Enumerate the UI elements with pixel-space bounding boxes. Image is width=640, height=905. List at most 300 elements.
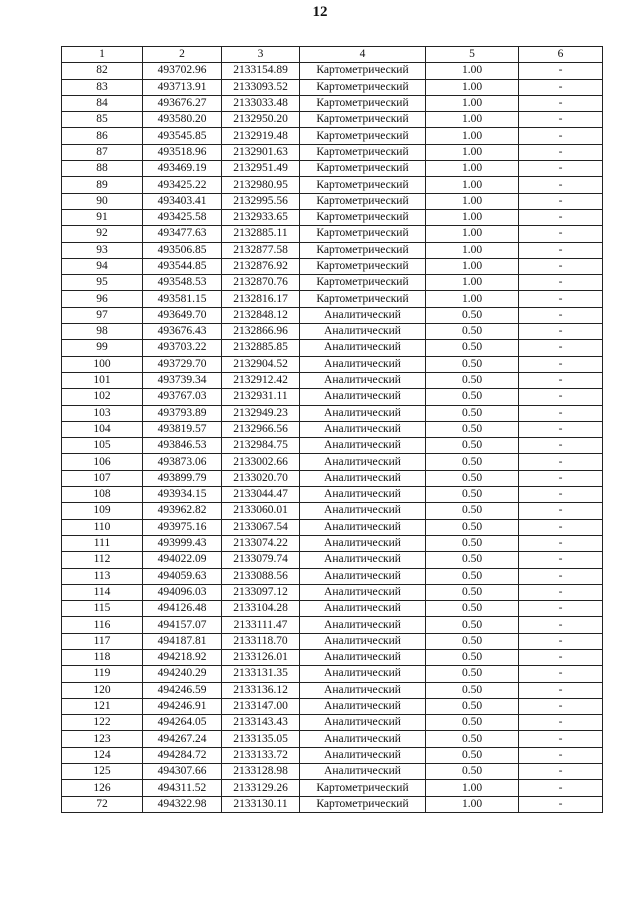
point-number-cell: 107 [62, 470, 143, 486]
point-number-cell: 116 [62, 617, 143, 633]
method-cell: Картометрический [300, 275, 426, 291]
y-coordinate-cell: 2133126.01 [222, 649, 300, 665]
method-cell: Картометрический [300, 63, 426, 79]
method-cell: Аналитический [300, 356, 426, 372]
x-coordinate-cell: 494096.03 [143, 584, 222, 600]
y-coordinate-cell: 2132885.11 [222, 226, 300, 242]
point-number-cell: 120 [62, 682, 143, 698]
accuracy-cell: 1.00 [426, 242, 519, 258]
accuracy-cell: 0.50 [426, 340, 519, 356]
table-row [62, 242, 603, 258]
accuracy-cell: 1.00 [426, 796, 519, 812]
point-number-cell: 105 [62, 438, 143, 454]
x-coordinate-cell: 493545.85 [143, 128, 222, 144]
accuracy-cell: 1.00 [426, 112, 519, 128]
method-cell: Картометрический [300, 144, 426, 160]
y-coordinate-cell: 2132931.11 [222, 389, 300, 405]
point-number-cell: 92 [62, 226, 143, 242]
accuracy-cell: 1.00 [426, 128, 519, 144]
method-cell: Картометрический [300, 112, 426, 128]
table-row [62, 405, 603, 421]
note-cell: - [519, 503, 603, 519]
table-row [62, 112, 603, 128]
point-number-cell: 85 [62, 112, 143, 128]
method-cell: Аналитический [300, 682, 426, 698]
table-body [62, 63, 603, 813]
method-cell: Картометрический [300, 79, 426, 95]
x-coordinate-cell: 493518.96 [143, 144, 222, 160]
accuracy-cell: 0.50 [426, 470, 519, 486]
x-coordinate-cell: 494218.92 [143, 649, 222, 665]
x-coordinate-cell: 494284.72 [143, 747, 222, 763]
y-coordinate-cell: 2133067.54 [222, 519, 300, 535]
x-coordinate-cell: 493676.43 [143, 324, 222, 340]
point-number-cell: 121 [62, 698, 143, 714]
accuracy-cell: 1.00 [426, 95, 519, 111]
accuracy-cell: 0.50 [426, 405, 519, 421]
accuracy-cell: 0.50 [426, 454, 519, 470]
note-cell: - [519, 666, 603, 682]
y-coordinate-cell: 2132949.23 [222, 405, 300, 421]
method-cell: Картометрический [300, 291, 426, 307]
point-number-cell: 72 [62, 796, 143, 812]
method-cell: Картометрический [300, 161, 426, 177]
method-cell: Картометрический [300, 128, 426, 144]
accuracy-cell: 1.00 [426, 177, 519, 193]
note-cell: - [519, 633, 603, 649]
y-coordinate-cell: 2133136.12 [222, 682, 300, 698]
accuracy-cell: 0.50 [426, 372, 519, 388]
accuracy-cell: 0.50 [426, 715, 519, 731]
method-cell: Аналитический [300, 747, 426, 763]
x-coordinate-cell: 494322.98 [143, 796, 222, 812]
accuracy-cell: 0.50 [426, 584, 519, 600]
x-coordinate-cell: 494240.29 [143, 666, 222, 682]
table-row [62, 764, 603, 780]
point-number-cell: 96 [62, 291, 143, 307]
note-cell: - [519, 568, 603, 584]
x-coordinate-cell: 494246.59 [143, 682, 222, 698]
table-row [62, 487, 603, 503]
point-number-cell: 88 [62, 161, 143, 177]
method-cell: Аналитический [300, 584, 426, 600]
table-row [62, 372, 603, 388]
method-cell: Картометрический [300, 193, 426, 209]
method-cell: Аналитический [300, 715, 426, 731]
note-cell: - [519, 649, 603, 665]
method-cell: Картометрический [300, 796, 426, 812]
x-coordinate-cell: 493581.15 [143, 291, 222, 307]
point-number-cell: 83 [62, 79, 143, 95]
y-coordinate-cell: 2133088.56 [222, 568, 300, 584]
accuracy-cell: 0.50 [426, 682, 519, 698]
method-cell: Аналитический [300, 324, 426, 340]
point-number-cell: 86 [62, 128, 143, 144]
table-row [62, 617, 603, 633]
page-number: 12 [312, 4, 328, 20]
x-coordinate-cell: 493544.85 [143, 258, 222, 274]
accuracy-cell: 0.50 [426, 356, 519, 372]
y-coordinate-cell: 2132848.12 [222, 307, 300, 323]
table-row [62, 633, 603, 649]
x-coordinate-cell: 493713.91 [143, 79, 222, 95]
note-cell: - [519, 161, 603, 177]
method-cell: Аналитический [300, 698, 426, 714]
note-cell: - [519, 112, 603, 128]
table-row [62, 601, 603, 617]
method-cell: Картометрический [300, 242, 426, 258]
point-number-cell: 90 [62, 193, 143, 209]
y-coordinate-cell: 2133044.47 [222, 487, 300, 503]
y-coordinate-cell: 2132950.20 [222, 112, 300, 128]
y-coordinate-cell: 2133131.35 [222, 666, 300, 682]
point-number-cell: 112 [62, 552, 143, 568]
note-cell: - [519, 324, 603, 340]
method-cell: Аналитический [300, 617, 426, 633]
x-coordinate-cell: 493702.96 [143, 63, 222, 79]
table-row [62, 731, 603, 747]
method-cell: Картометрический [300, 226, 426, 242]
x-coordinate-cell: 493739.34 [143, 372, 222, 388]
accuracy-cell: 1.00 [426, 780, 519, 796]
point-number-cell: 101 [62, 372, 143, 388]
point-number-cell: 118 [62, 649, 143, 665]
note-cell: - [519, 682, 603, 698]
method-cell: Аналитический [300, 470, 426, 486]
table-row [62, 275, 603, 291]
x-coordinate-cell: 494059.63 [143, 568, 222, 584]
accuracy-cell: 1.00 [426, 79, 519, 95]
method-cell: Картометрический [300, 95, 426, 111]
table-row [62, 682, 603, 698]
table-row [62, 177, 603, 193]
table-row [62, 698, 603, 714]
point-number-cell: 98 [62, 324, 143, 340]
table-row [62, 291, 603, 307]
note-cell: - [519, 372, 603, 388]
table-row [62, 421, 603, 437]
accuracy-cell: 0.50 [426, 649, 519, 665]
note-cell: - [519, 63, 603, 79]
table-row [62, 454, 603, 470]
note-cell: - [519, 601, 603, 617]
point-number-cell: 100 [62, 356, 143, 372]
table-row [62, 503, 603, 519]
method-cell: Аналитический [300, 372, 426, 388]
x-coordinate-cell: 493469.19 [143, 161, 222, 177]
table-row [62, 324, 603, 340]
method-cell: Картометрический [300, 780, 426, 796]
point-number-cell: 124 [62, 747, 143, 763]
note-cell: - [519, 796, 603, 812]
y-coordinate-cell: 2133118.70 [222, 633, 300, 649]
x-coordinate-cell: 493793.89 [143, 405, 222, 421]
accuracy-cell: 1.00 [426, 63, 519, 79]
method-cell: Аналитический [300, 340, 426, 356]
x-coordinate-cell: 493999.43 [143, 535, 222, 551]
header-cell-6: 6 [519, 47, 603, 63]
note-cell: - [519, 747, 603, 763]
header-cell-4: 4 [300, 47, 426, 63]
x-coordinate-cell: 493873.06 [143, 454, 222, 470]
table-row [62, 568, 603, 584]
method-cell: Аналитический [300, 649, 426, 665]
accuracy-cell: 0.50 [426, 307, 519, 323]
method-cell: Аналитический [300, 764, 426, 780]
table-row [62, 715, 603, 731]
header-cell-2: 2 [143, 47, 222, 63]
accuracy-cell: 0.50 [426, 764, 519, 780]
x-coordinate-cell: 493975.16 [143, 519, 222, 535]
point-number-cell: 113 [62, 568, 143, 584]
x-coordinate-cell: 493934.15 [143, 487, 222, 503]
coordinates-table [61, 46, 603, 813]
y-coordinate-cell: 2132919.48 [222, 128, 300, 144]
point-number-cell: 115 [62, 601, 143, 617]
method-cell: Аналитический [300, 552, 426, 568]
method-cell: Аналитический [300, 487, 426, 503]
x-coordinate-cell: 493548.53 [143, 275, 222, 291]
method-cell: Аналитический [300, 307, 426, 323]
table-row [62, 79, 603, 95]
point-number-cell: 103 [62, 405, 143, 421]
note-cell: - [519, 95, 603, 111]
y-coordinate-cell: 2133074.22 [222, 535, 300, 551]
method-cell: Аналитический [300, 568, 426, 584]
x-coordinate-cell: 493846.53 [143, 438, 222, 454]
table-row [62, 63, 603, 79]
x-coordinate-cell: 494126.48 [143, 601, 222, 617]
x-coordinate-cell: 494307.66 [143, 764, 222, 780]
header-cell-1: 1 [62, 47, 143, 63]
accuracy-cell: 0.50 [426, 421, 519, 437]
y-coordinate-cell: 2132901.63 [222, 144, 300, 160]
point-number-cell: 125 [62, 764, 143, 780]
method-cell: Аналитический [300, 535, 426, 551]
y-coordinate-cell: 2132870.76 [222, 275, 300, 291]
point-number-cell: 119 [62, 666, 143, 682]
point-number-cell: 106 [62, 454, 143, 470]
table-row [62, 519, 603, 535]
note-cell: - [519, 258, 603, 274]
accuracy-cell: 0.50 [426, 389, 519, 405]
note-cell: - [519, 438, 603, 454]
note-cell: - [519, 764, 603, 780]
y-coordinate-cell: 2133060.01 [222, 503, 300, 519]
table-row [62, 666, 603, 682]
point-number-cell: 94 [62, 258, 143, 274]
y-coordinate-cell: 2132966.56 [222, 421, 300, 437]
accuracy-cell: 0.50 [426, 487, 519, 503]
accuracy-cell: 0.50 [426, 617, 519, 633]
x-coordinate-cell: 493729.70 [143, 356, 222, 372]
accuracy-cell: 0.50 [426, 633, 519, 649]
table-row [62, 747, 603, 763]
table-row [62, 470, 603, 486]
y-coordinate-cell: 2132904.52 [222, 356, 300, 372]
note-cell: - [519, 470, 603, 486]
note-cell: - [519, 79, 603, 95]
y-coordinate-cell: 2133093.52 [222, 79, 300, 95]
y-coordinate-cell: 2133133.72 [222, 747, 300, 763]
point-number-cell: 87 [62, 144, 143, 160]
note-cell: - [519, 617, 603, 633]
x-coordinate-cell: 493703.22 [143, 340, 222, 356]
table-row [62, 535, 603, 551]
y-coordinate-cell: 2132876.92 [222, 258, 300, 274]
x-coordinate-cell: 494187.81 [143, 633, 222, 649]
y-coordinate-cell: 2133129.26 [222, 780, 300, 796]
x-coordinate-cell: 494267.24 [143, 731, 222, 747]
table-header-row [62, 47, 603, 63]
note-cell: - [519, 731, 603, 747]
table-row [62, 95, 603, 111]
x-coordinate-cell: 493962.82 [143, 503, 222, 519]
x-coordinate-cell: 493506.85 [143, 242, 222, 258]
note-cell: - [519, 291, 603, 307]
x-coordinate-cell: 493767.03 [143, 389, 222, 405]
note-cell: - [519, 454, 603, 470]
method-cell: Аналитический [300, 666, 426, 682]
table-row [62, 340, 603, 356]
accuracy-cell: 0.50 [426, 552, 519, 568]
x-coordinate-cell: 493580.20 [143, 112, 222, 128]
y-coordinate-cell: 2132984.75 [222, 438, 300, 454]
accuracy-cell: 0.50 [426, 519, 519, 535]
note-cell: - [519, 128, 603, 144]
x-coordinate-cell: 494264.05 [143, 715, 222, 731]
note-cell: - [519, 389, 603, 405]
note-cell: - [519, 226, 603, 242]
y-coordinate-cell: 2133079.74 [222, 552, 300, 568]
accuracy-cell: 1.00 [426, 144, 519, 160]
point-number-cell: 93 [62, 242, 143, 258]
accuracy-cell: 1.00 [426, 275, 519, 291]
x-coordinate-cell: 493649.70 [143, 307, 222, 323]
header-cell-3: 3 [222, 47, 300, 63]
y-coordinate-cell: 2132951.49 [222, 161, 300, 177]
note-cell: - [519, 340, 603, 356]
x-coordinate-cell: 493403.41 [143, 193, 222, 209]
method-cell: Картометрический [300, 258, 426, 274]
y-coordinate-cell: 2133135.05 [222, 731, 300, 747]
accuracy-cell: 0.50 [426, 535, 519, 551]
note-cell: - [519, 193, 603, 209]
point-number-cell: 104 [62, 421, 143, 437]
point-number-cell: 82 [62, 63, 143, 79]
method-cell: Картометрический [300, 209, 426, 225]
method-cell: Аналитический [300, 519, 426, 535]
method-cell: Аналитический [300, 438, 426, 454]
method-cell: Аналитический [300, 421, 426, 437]
table-row [62, 209, 603, 225]
method-cell: Аналитический [300, 601, 426, 617]
method-cell: Аналитический [300, 503, 426, 519]
method-cell: Аналитический [300, 454, 426, 470]
point-number-cell: 84 [62, 95, 143, 111]
method-cell: Аналитический [300, 389, 426, 405]
table-row [62, 780, 603, 796]
table-row [62, 649, 603, 665]
y-coordinate-cell: 2132912.42 [222, 372, 300, 388]
accuracy-cell: 1.00 [426, 193, 519, 209]
note-cell: - [519, 177, 603, 193]
note-cell: - [519, 552, 603, 568]
note-cell: - [519, 535, 603, 551]
table-row [62, 144, 603, 160]
table-row [62, 307, 603, 323]
point-number-cell: 111 [62, 535, 143, 551]
x-coordinate-cell: 494311.52 [143, 780, 222, 796]
point-number-cell: 114 [62, 584, 143, 600]
point-number-cell: 95 [62, 275, 143, 291]
point-number-cell: 110 [62, 519, 143, 535]
accuracy-cell: 0.50 [426, 568, 519, 584]
note-cell: - [519, 780, 603, 796]
x-coordinate-cell: 494246.91 [143, 698, 222, 714]
accuracy-cell: 0.50 [426, 324, 519, 340]
table-row [62, 128, 603, 144]
method-cell: Аналитический [300, 633, 426, 649]
note-cell: - [519, 487, 603, 503]
method-cell: Аналитический [300, 405, 426, 421]
x-coordinate-cell: 493899.79 [143, 470, 222, 486]
y-coordinate-cell: 2133033.48 [222, 95, 300, 111]
accuracy-cell: 1.00 [426, 291, 519, 307]
y-coordinate-cell: 2133154.89 [222, 63, 300, 79]
point-number-cell: 117 [62, 633, 143, 649]
y-coordinate-cell: 2132816.17 [222, 291, 300, 307]
y-coordinate-cell: 2132877.58 [222, 242, 300, 258]
accuracy-cell: 0.50 [426, 438, 519, 454]
note-cell: - [519, 519, 603, 535]
x-coordinate-cell: 494157.07 [143, 617, 222, 633]
table-row [62, 389, 603, 405]
y-coordinate-cell: 2133143.43 [222, 715, 300, 731]
x-coordinate-cell: 493425.58 [143, 209, 222, 225]
y-coordinate-cell: 2133147.00 [222, 698, 300, 714]
y-coordinate-cell: 2133130.11 [222, 796, 300, 812]
note-cell: - [519, 209, 603, 225]
note-cell: - [519, 698, 603, 714]
accuracy-cell: 0.50 [426, 747, 519, 763]
point-number-cell: 122 [62, 715, 143, 731]
y-coordinate-cell: 2133020.70 [222, 470, 300, 486]
method-cell: Картометрический [300, 177, 426, 193]
y-coordinate-cell: 2132980.95 [222, 177, 300, 193]
method-cell: Аналитический [300, 731, 426, 747]
note-cell: - [519, 421, 603, 437]
point-number-cell: 91 [62, 209, 143, 225]
table-row [62, 552, 603, 568]
point-number-cell: 123 [62, 731, 143, 747]
note-cell: - [519, 275, 603, 291]
note-cell: - [519, 356, 603, 372]
accuracy-cell: 0.50 [426, 503, 519, 519]
point-number-cell: 126 [62, 780, 143, 796]
point-number-cell: 108 [62, 487, 143, 503]
table-row [62, 193, 603, 209]
x-coordinate-cell: 493819.57 [143, 421, 222, 437]
table-row [62, 356, 603, 372]
note-cell: - [519, 405, 603, 421]
accuracy-cell: 1.00 [426, 226, 519, 242]
header-cell-5: 5 [426, 47, 519, 63]
x-coordinate-cell: 493676.27 [143, 95, 222, 111]
point-number-cell: 99 [62, 340, 143, 356]
accuracy-cell: 0.50 [426, 601, 519, 617]
point-number-cell: 109 [62, 503, 143, 519]
